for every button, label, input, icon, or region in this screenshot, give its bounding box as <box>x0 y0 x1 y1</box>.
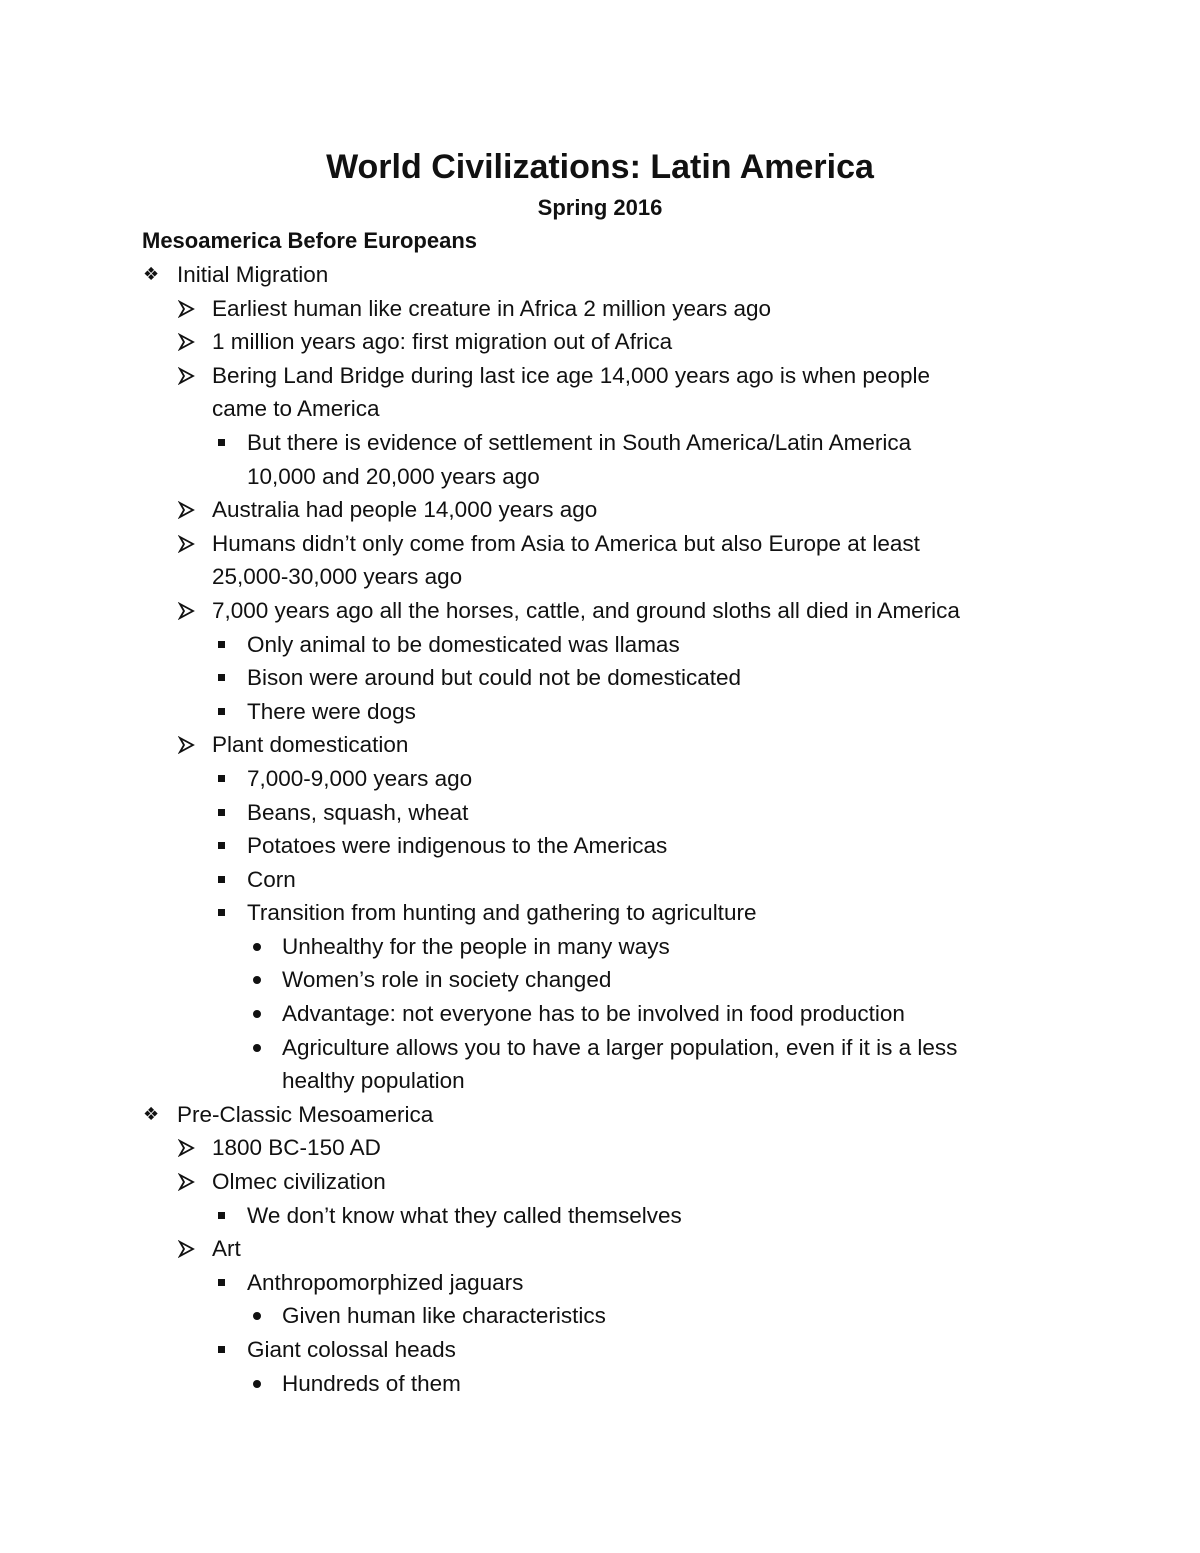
outline-item <box>0 930 1200 964</box>
outline-item-text: Pre-Classic Mesoamerica <box>177 1101 434 1127</box>
outline-item-text-continued: 25,000-30,000 years ago <box>212 564 463 590</box>
outline-item-text: Art <box>212 1236 241 1262</box>
outline-item-text: Plant domestication <box>212 732 409 758</box>
outline-item <box>0 527 1200 594</box>
outline-item <box>0 1367 1200 1401</box>
outline-item <box>0 292 1200 326</box>
outline-item-text: 7,000 years ago all the horses, cattle, and ground sloths all died in America <box>212 597 960 623</box>
outline-item: ❖ Pre-Classic Mesoamerica <box>0 1098 1200 1132</box>
outline-item-text: Bering Land Bridge during last ice age 14,000 years ago is when people <box>212 362 930 388</box>
outline-item <box>0 829 1200 863</box>
section-heading: Mesoamerica Before Europeans <box>142 228 478 253</box>
outline-list <box>0 258 1200 1400</box>
outline-item-text: There were dogs <box>247 698 416 724</box>
outline-item-text: Hundreds of them <box>282 1370 461 1396</box>
outline-item-text: Only animal to be domesticated was llamas <box>247 631 680 657</box>
outline-item: ❖ Initial Migration <box>0 258 1200 292</box>
outline-item-text-continued: healthy population <box>282 1068 465 1094</box>
outline-item-text: 1800 BC-150 AD <box>212 1135 381 1161</box>
outline-item-text: Corn <box>247 866 296 892</box>
outline-item <box>0 796 1200 830</box>
outline-item <box>0 1299 1200 1333</box>
outline-item <box>0 1333 1200 1367</box>
outline-item-text: Transition from hunting and gathering to agriculture <box>247 900 757 926</box>
outline-item <box>0 594 1200 628</box>
outline-item-text: Potatoes were indigenous to the Americas <box>247 833 668 859</box>
outline-item <box>0 863 1200 897</box>
outline-item-text: Earliest human like creature in Africa 2 million years ago <box>212 295 772 321</box>
outline-item-text: We don’t know what they called themselves <box>247 1202 682 1228</box>
outline-item-text: Anthropomorphized jaguars <box>247 1269 524 1295</box>
outline-item-text: Unhealthy for the people in many ways <box>282 933 670 959</box>
outline-item-text-continued: came to America <box>212 396 380 422</box>
outline-item-text: 7,000-9,000 years ago <box>247 765 473 791</box>
outline-item-text: But there is evidence of settlement in South America/Latin America <box>247 429 912 455</box>
outline-item-text: Humans didn’t only come from Asia to America but also Europe at least <box>212 530 920 556</box>
document-subtitle: Spring 2016 <box>537 195 663 220</box>
outline-item-text: Giant colossal heads <box>247 1337 456 1362</box>
outline-item-text: 1 million years ago: first migration out of Africa <box>212 329 673 355</box>
outline-item-text-continued: 10,000 and 20,000 years ago <box>247 463 540 489</box>
outline-item <box>0 1232 1200 1266</box>
outline-item <box>0 1266 1200 1300</box>
outline-item <box>0 661 1200 695</box>
outline-item-text: Beans, squash, wheat <box>247 799 469 825</box>
outline-item <box>0 1131 1200 1165</box>
outline-item-text: Advantage: not everyone has to be involved in food production <box>282 1001 905 1027</box>
outline-item <box>0 762 1200 796</box>
outline-item <box>0 325 1200 359</box>
outline-item-text: Initial Migration <box>177 262 329 287</box>
outline-item <box>0 426 1200 493</box>
outline-item <box>0 728 1200 762</box>
outline-item <box>0 997 1200 1031</box>
outline-item <box>0 1199 1200 1233</box>
outline-item-text: Australia had people 14,000 years ago <box>212 497 598 523</box>
outline-item <box>0 628 1200 662</box>
outline-item <box>0 963 1200 997</box>
outline-item-text: Olmec civilization <box>212 1169 386 1195</box>
outline-item <box>0 359 1200 426</box>
outline-item <box>0 1031 1200 1098</box>
outline-item <box>0 493 1200 527</box>
outline-item <box>0 896 1200 930</box>
outline-item-text: Agriculture allows you to have a larger population, even if it is a less <box>282 1034 958 1060</box>
outline-item-text: Women’s role in society changed <box>282 967 612 993</box>
document-title: World Civilizations: Latin America <box>326 148 874 186</box>
outline-item <box>0 1165 1200 1199</box>
outline-item <box>0 695 1200 729</box>
outline-item-text: Given human like characteristics <box>282 1303 606 1329</box>
outline-item-text: Bison were around but could not be domesticated <box>247 665 742 691</box>
